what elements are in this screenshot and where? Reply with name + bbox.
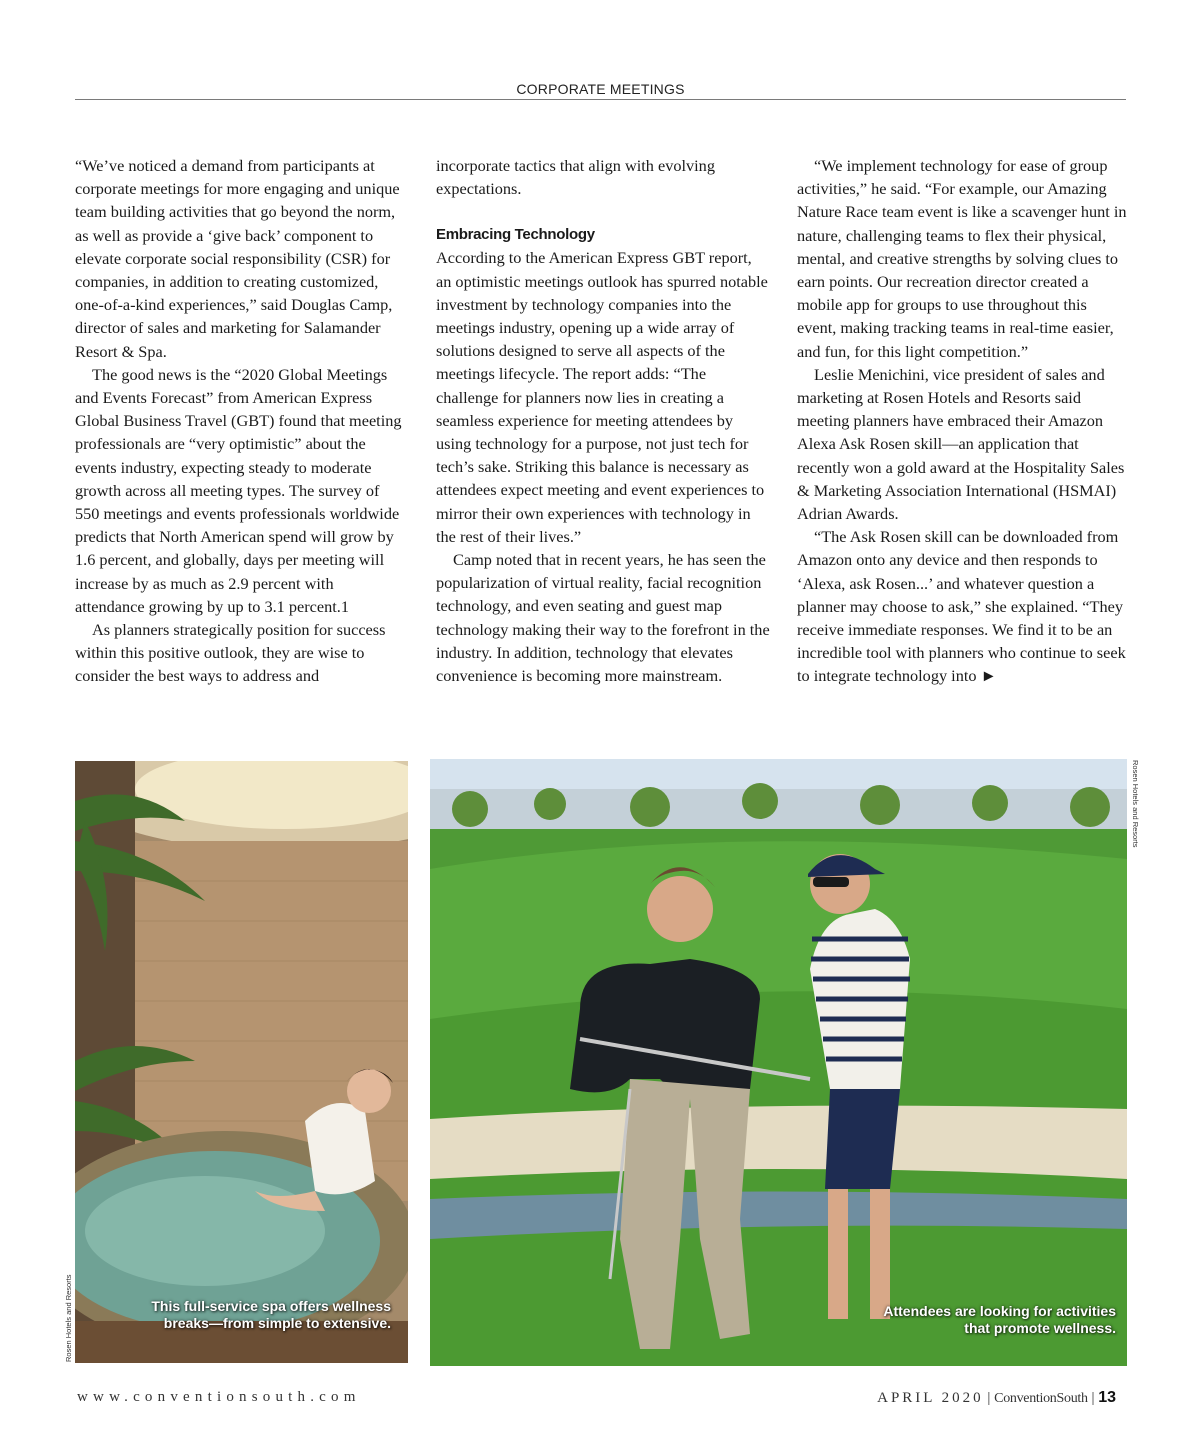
issue-date: APRIL 2020 (877, 1390, 984, 1406)
section-header (75, 80, 1126, 100)
photo-credit: Rosen Hotels and Resorts (64, 1274, 73, 1362)
page-footer (877, 1389, 1116, 1407)
paragraph: Leslie Menichini, vice president of sales and marketing at Rosen Hotels and Resorts said meeting planners have embraced their Amazon Alexa Ask Rosen skill—an application that recently won a gold award at the Hospitality Sales & Marketing Association International (HSMAI) Adrian Awards. (797, 364, 1125, 524)
magazine-name: ConventionSouth (994, 1391, 1088, 1406)
website-url: www.conventionsouth.com (77, 1389, 361, 1405)
paragraph: “We implement technology for ease of group activities,” he said. “For example, our Amazing Nature Race team event is like a scavenger hunt in nature, challenging teams to flex their physical, mental, and creative strengths by solving clues to earn points. Our recreation director created a mobile app for groups to use throughout this event, making tracking teams in real-time easier, and fun, for this light competition.” (797, 156, 1127, 361)
page-number: 13 (1098, 1389, 1116, 1406)
paragraph: According to the American Express GBT report, an optimistic meetings outlook has spurred notable investment by technology companies into the meetings industry, opening up a wide array of solutions designed to serve all aspects of the meetings lifecycle. The report adds: “The challenge for planners now lies in creating a seamless experience for meeting attendees by using technology for a purpose, not just tech for tech’s sake. Striking this balance is necessary as attendees expect meeting and event experiences to mirror their own experiences with technology in the rest of their lives.” (436, 248, 768, 546)
footer-separator: | (987, 1390, 991, 1406)
photo-caption: Attendees are looking for activities that promote wellness. (883, 1303, 1116, 1336)
paragraph: As planners strategically position for success within this positive outlook, they are wise to consider the best ways to address and (75, 620, 386, 686)
paragraph: incorporate tactics that align with evolving expectations. (436, 156, 715, 199)
article-column-2 (436, 154, 770, 687)
spa-illustration (75, 761, 408, 1363)
golf-photo (430, 759, 1127, 1366)
article-column-1 (75, 154, 405, 688)
footer-separator: | (1091, 1390, 1095, 1406)
paragraph: “We’ve noticed a demand from participants at corporate meetings for more engaging and unique team building activities that go beyond the norm, as well as provide a ‘give back’ component to elevate corporate social responsibility (CSR) for companies, in addition to creating customized, one-of-a-kind experiences,” said Douglas Camp, director of sales and marketing for Salamander Resort & Spa. (75, 156, 400, 361)
golf-illustration (430, 759, 1127, 1366)
article-column-3 (797, 154, 1129, 688)
photo-caption: This full-service spa offers wellness breaks—from simple to extensive. (151, 1298, 391, 1331)
paragraph: The good news is the “2020 Global Meetings and Events Forecast” from American Express Global Business Travel (GBT) found that meeting professionals are “very optimistic” about the events industry, expecting steady to moderate growth across all meeting types. The survey of 550 meetings and events professionals worldwide predicts that North American spend will grow by 1.6 percent, and globally, days per meeting will increase by as much as 2.9 percent with attendance growing by up to 3.1 percent.1 (75, 364, 402, 616)
photo-credit: Rosen Hotels and Resorts (1131, 760, 1140, 848)
subheading: Embracing Technology (436, 226, 595, 244)
paragraph: “The Ask Rosen skill can be downloaded from Amazon onto any device and then responds to ‘Alexa, ask Rosen...’ and whatever question a planner may choose to ask,” she explained. “They receive immediate responses. We find it to be an incredible tool with planners who continue to seek to integrate technology into ► (797, 527, 1126, 686)
section-title: CORPORATE MEETINGS (516, 81, 685, 97)
paragraph: Camp noted that in recent years, he has seen the popularization of virtual reality, facial recognition technology, and even seating and guest map technology making their way to the forefront in the industry. In addition, technology that elevates convenience is becoming more mainstream. (436, 550, 770, 686)
spa-photo (75, 761, 408, 1363)
